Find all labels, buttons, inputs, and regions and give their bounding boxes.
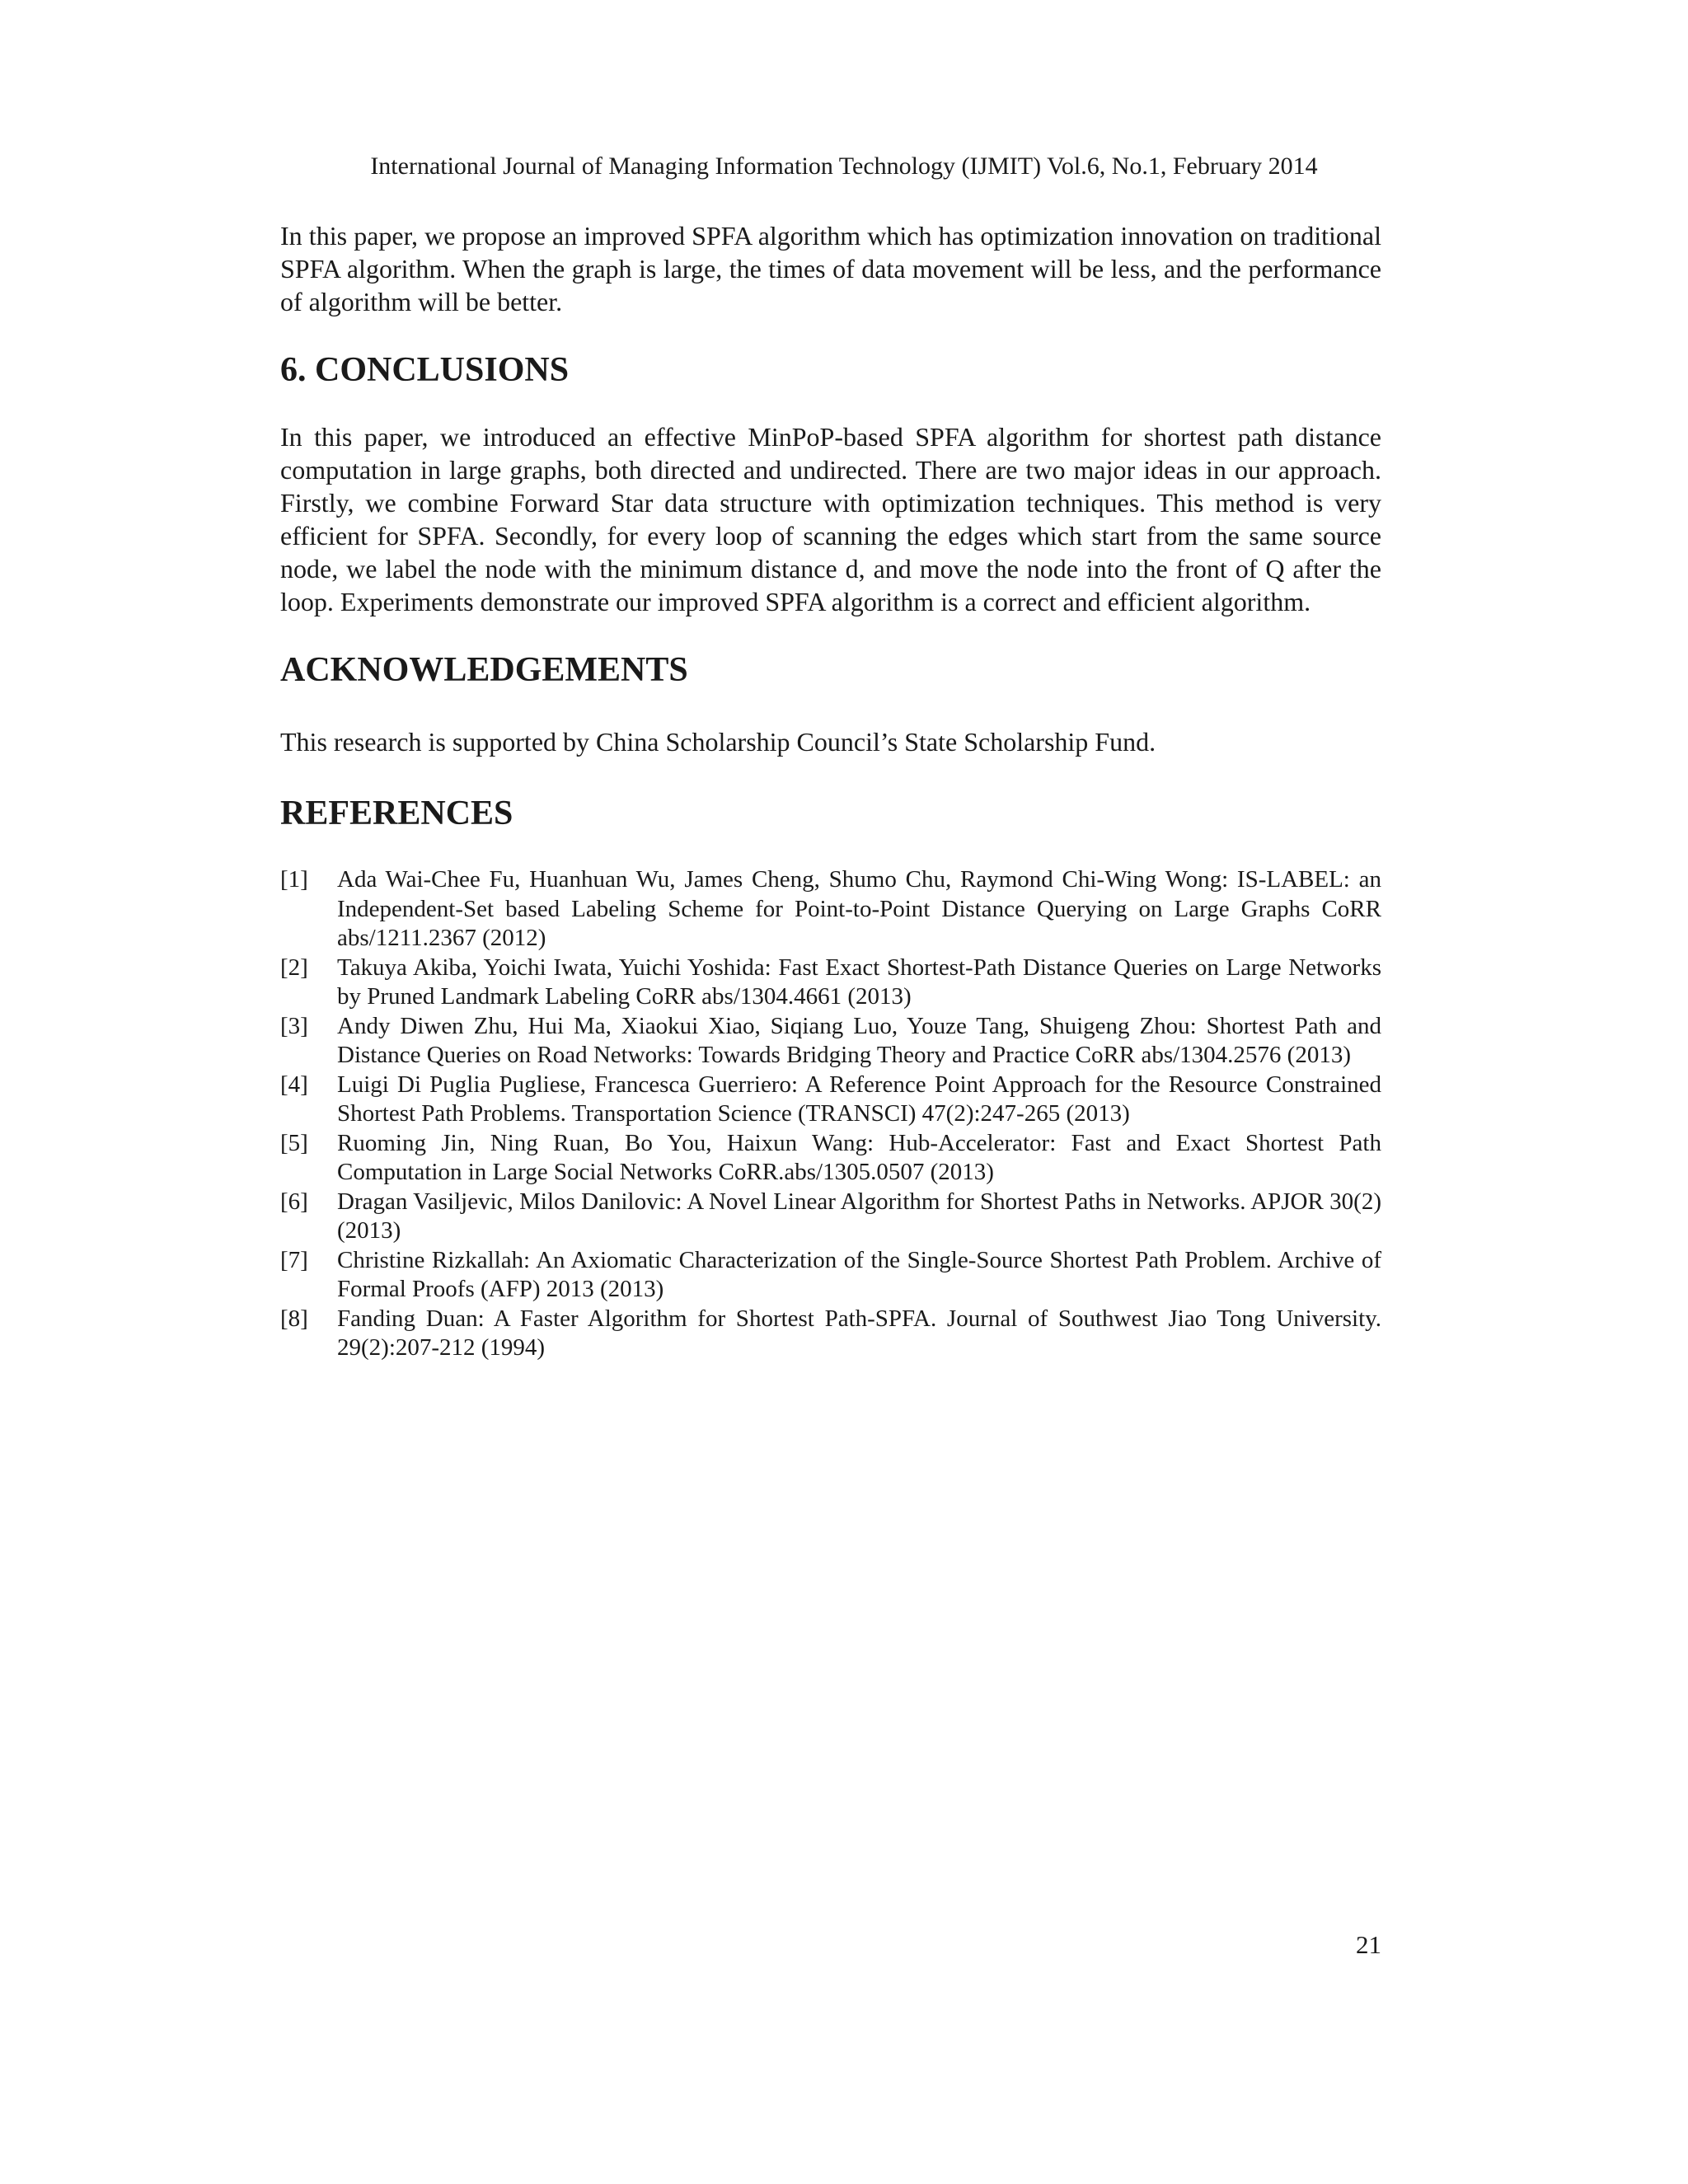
reference-number: [7] (280, 1246, 308, 1273)
reference-number: [5] (280, 1129, 308, 1156)
conclusions-paragraph: In this paper, we introduced an effective MinPoP-based SPFA algorithm for shortest path distance computation in large graphs, both directed and undirected. There are two major ideas in our approach. Firstly, we combine Forward Star data structure with optimization techniques. This method is very efficient for SPFA. Secondly, for every loop of scanning the edges which start from the same source node, we label the node with the minimum distance d, and move the node into the front of Q after the loop. Experiments demonstrate our improved SPFA algorithm is a correct and efficient algorithm. (280, 422, 1381, 616)
reference-text: Luigi Di Puglia Pugliese, Francesca Guerriero: A Reference Point Approach for the Resource Constrained Shortest Path Problems. Transportation Science (TRANSCI) 47(2):247-265 (2013) (337, 1071, 1381, 1127)
conclusions-heading: 6. CONCLUSIONS (280, 351, 570, 389)
reference-text: Takuya Akiba, Yoichi Iwata, Yuichi Yoshida: Fast Exact Shortest-Path Distance Queries on Large Networks by Pruned Landmark Labeling CoRR abs/1304.4661 (2013) (337, 954, 1381, 1010)
reference-number: [6] (280, 1188, 308, 1215)
reference-text: Ada Wai-Chee Fu, Huanhuan Wu, James Cheng, Shumo Chu, Raymond Chi-Wing Wong: IS-LABEL: an Independent-Set based Labeling Scheme for Point-to-Point Distance Querying on Large Graphs CoRR abs/1211.2367 (2012) (337, 866, 1381, 951)
reference-item (280, 865, 1381, 954)
reference-text: Dragan Vasiljevic, Milos Danilovic: A Novel Linear Algorithm for Shortest Paths in Networks. APJOR 30(2) (2013) (337, 1188, 1381, 1244)
reference-item (280, 1129, 1381, 1188)
running-header: International Journal of Managing Information Technology (IJMIT) Vol.6, No.1, February 2014 (370, 152, 1318, 180)
reference-text: Ruoming Jin, Ning Ruan, Bo You, Haixun Wang: Hub-Accelerator: Fast and Exact Shortest Path Computation in Large Social Networks CoRR.abs/1305.0507 (2013) (337, 1129, 1381, 1185)
reference-item (280, 1188, 1381, 1246)
reference-item (280, 1012, 1381, 1071)
references-heading: REFERENCES (280, 794, 513, 832)
reference-text: Andy Diwen Zhu, Hui Ma, Xiaokui Xiao, Siqiang Luo, Youze Tang, Shuigeng Zhou: Shortest Path and Distance Queries on Road Networks: Towards Bridging Theory and Practice CoRR abs/1304.2576 (2013) (337, 1012, 1381, 1068)
reference-text: Fanding Duan: A Faster Algorithm for Shortest Path-SPFA. Journal of Southwest Jiao Tong University. 29(2):207-212 (1994) (337, 1305, 1381, 1361)
page-number: 21 (1356, 1930, 1381, 1959)
intro-paragraph: In this paper, we propose an improved SPFA algorithm which has optimization innovation on traditional SPFA algorithm. When the graph is large, the times of data movement will be less, and the performance of algorithm will be better. (280, 221, 1381, 316)
acknowledgements-paragraph: This research is supported by China Scholarship Council’s State Scholarship Fund. (280, 727, 1156, 757)
reference-item (280, 1071, 1381, 1129)
reference-number: [3] (280, 1012, 308, 1039)
reference-text: Christine Rizkallah: An Axiomatic Characterization of the Single-Source Shortest Path Problem. Archive of Formal Proofs (AFP) 2013 (2013) (337, 1246, 1381, 1302)
reference-item (280, 1246, 1381, 1305)
reference-item (280, 1305, 1381, 1363)
reference-number: [4] (280, 1071, 308, 1098)
reference-number: [1] (280, 866, 308, 893)
reference-number: [2] (280, 954, 308, 981)
acknowledgements-heading: ACKNOWLEDGEMENTS (280, 651, 688, 689)
references-list (280, 865, 1381, 1363)
page-content (280, 219, 1381, 1363)
reference-item (280, 954, 1381, 1012)
reference-number: [8] (280, 1305, 308, 1332)
